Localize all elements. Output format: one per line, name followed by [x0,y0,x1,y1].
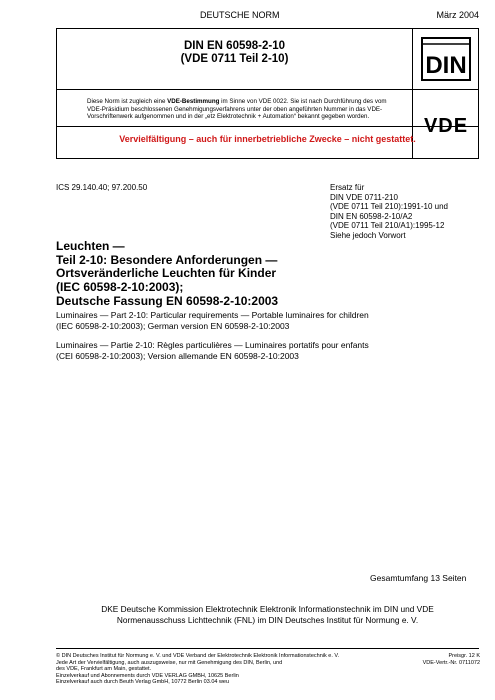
price-info: Preisgr. 12 K VDE-Vertr.-Nr. 0711072 [422,653,480,666]
committee-info: DKE Deutsche Kommission Elektrotechnik Elektronik Informationstechnik im DIN und VDE Normenausschuss Lichttechnik (FNL) im DIN Deutsches Institut für Normung e. V. [101,604,434,625]
english-title: Luminaires — Part 2-10: Particular requirements — Portable luminaires for children (IEC 60598-2-10:2003); German version EN 60598-2-10:2003 [56,310,369,331]
vde-note: Diese Norm ist zugleich eine VDE-Bestimmung im Sinne von VDE 0022. Sie ist nach Durchführung des vom VDE-Präsidium beschlossenen Genehmigungsverfahrens unter der oben angeführten Nummer in das VDE-Vorschriftenwerk aufgenommen und in der „etz Elektrotechnik + Automation“ bekannt gegeben worden. [87,98,387,121]
copyright-notice: © DIN Deutsches Institut für Normung e. V. und VDE Verband der Elektrotechnik Elektronik Informationstechnik e. V. Jede Art der Vervielfältigung, auch auszugsweise, nur mit Genehmigung des DIN, Berlin, und des VDE, Frankfurt am Main, gestattet. Einzelverkauf und Abonnements durch VDE VERLAG GMBH, 10625 Berlin Einzelverkauf auch durch Beuth Verlag GmbH, 10772 Berlin 03.04 weu [56,653,340,686]
german-title: Leuchten — Teil 2-10: Besondere Anforderungen — Ortsveränderliche Leuchten für Kinder (IEC 60598-2-10:2003); Deutsche Fassung EN 60598-2-10:2003 [56,239,279,308]
total-pages: Gesamtumfang 13 Seiten [370,573,467,583]
french-title: Luminaires — Partie 2-10: Règles particulières — Luminaires portatifs pour enfants (CEI 60598-2-10:2003); Version allemande EN 60598-2-10:2003 [56,340,369,361]
replacement-note: Ersatz für DIN VDE 0711-210 (VDE 0711 Teil 210):1991-10 und DIN EN 60598-2-10/A2 (VDE 0711 Teil 210/A1):1995-12 Siehe jedoch Vorwort [330,183,449,240]
vde-number: (VDE 0711 Teil 2-10) [180,53,289,65]
copy-warning: Vervielfältigung – auch für innerbetriebliche Zwecke – nicht gestattet. [119,134,416,144]
standard-type: DEUTSCHE NORM [200,10,280,20]
divider [57,126,478,127]
svg-text:DIN: DIN [424,52,467,79]
vde-logo [412,89,479,158]
document-number: DIN EN 60598-2-10 [184,40,285,52]
issue-date: März 2004 [436,10,479,20]
title-box [57,29,412,89]
din-logo [412,29,479,89]
svg-text:VDE: VDE [423,114,468,136]
ics-code: ICS 29.140.40; 97.200.50 [56,183,148,192]
footer-divider [56,648,479,649]
